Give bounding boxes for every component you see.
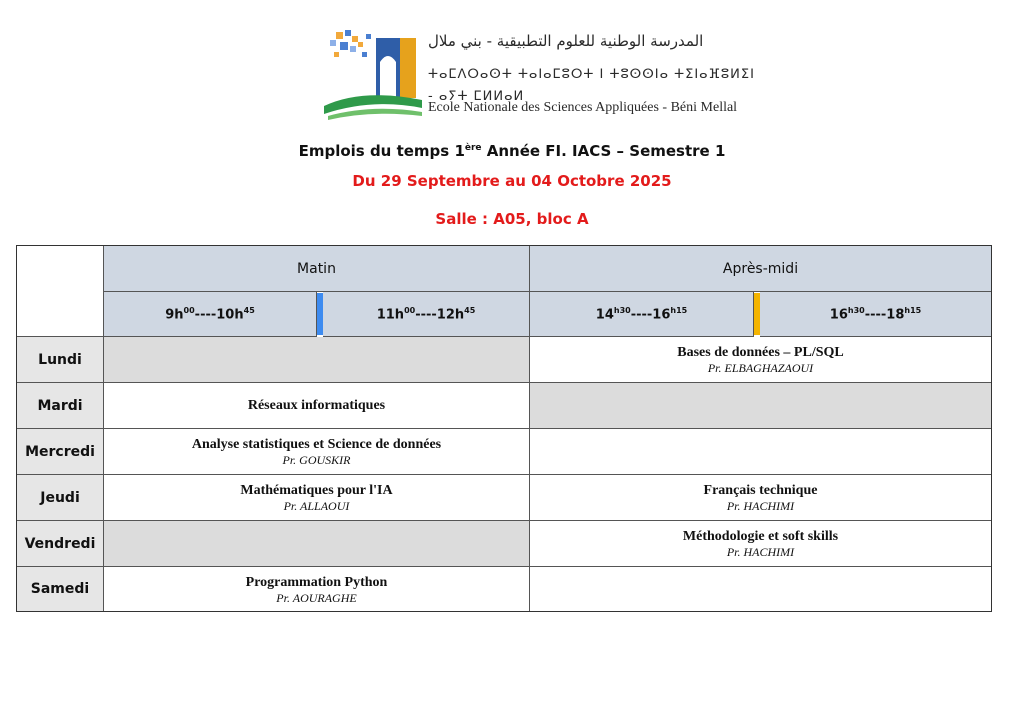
period-header-morning: Matin [104, 246, 530, 292]
slot-afternoon-empty [530, 429, 991, 475]
slot-header: $16^{h30}----18^{h15}$ [760, 292, 991, 337]
slot-morning-empty [104, 521, 530, 567]
school-name-block [428, 30, 758, 118]
day-label: Samedi [17, 567, 104, 611]
course-cell: Méthodologie et soft skills Pr. HACHIMI [530, 521, 991, 567]
slot-separator-orange [754, 293, 760, 335]
timetable [16, 245, 992, 612]
course-cell: Bases de données – PL/SQL Pr. ELBAGHAZAOUI [530, 337, 991, 383]
date-range: Du 29 Septembre au 04 Octobre 2025 [352, 172, 672, 190]
timetable-title: Emplois du temps 1ère Année FI. IACS – Semestre 1 [298, 142, 726, 160]
course-cell: Analyse statistiques et Science de données Pr. GOUSKIR [104, 429, 530, 475]
day-label: Jeudi [17, 475, 104, 521]
course-cell: Réseaux informatiques [104, 383, 530, 429]
slot-header: $11h^{00}----12h^{45}$ [323, 292, 530, 337]
day-label: Mercredi [17, 429, 104, 475]
period-header-afternoon: Après-midi [530, 246, 991, 292]
slot-separator-blue [317, 293, 323, 335]
school-name-arabic: المدرسة الوطنية للعلوم التطبيقية - بني ملال [428, 32, 704, 50]
school-name-french: Ecole Nationale des Sciences Appliquées - Béni Mellal [428, 100, 738, 115]
day-label: Mardi [17, 383, 104, 429]
course-cell: Programmation Python Pr. AOURAGHE [104, 567, 530, 611]
table-corner [17, 246, 104, 337]
course-cell: Mathématiques pour l'IA Pr. ALLAOUI [104, 475, 530, 521]
school-logo [322, 28, 426, 124]
slot-afternoon-empty [530, 567, 991, 611]
day-label: Lundi [17, 337, 104, 383]
day-label: Vendredi [17, 521, 104, 567]
slot-morning-empty [104, 337, 530, 383]
course-cell: Français technique Pr. HACHIMI [530, 475, 991, 521]
slot-header: $14^{h30}----16^{h15}$ [530, 292, 754, 337]
slot-afternoon-empty [530, 383, 991, 429]
slot-header: $9h^{00}----10h^{45}$ [104, 292, 317, 337]
room-info: Salle : A05, bloc A [435, 210, 589, 228]
school-name-tifinagh: ⵜⴰⵎⴷⵔⴰⵙⵜ ⵜⴰⵏⴰⵎⵓⵔⵜ ⵏ ⵜⵓⵙⵙⵏⴰ ⵜⵉⵏⴰⴼⵓⵍⵉⵏ - ⴰⵢⵜ ⵎⵍⵍⴰⵍ [428, 67, 755, 104]
